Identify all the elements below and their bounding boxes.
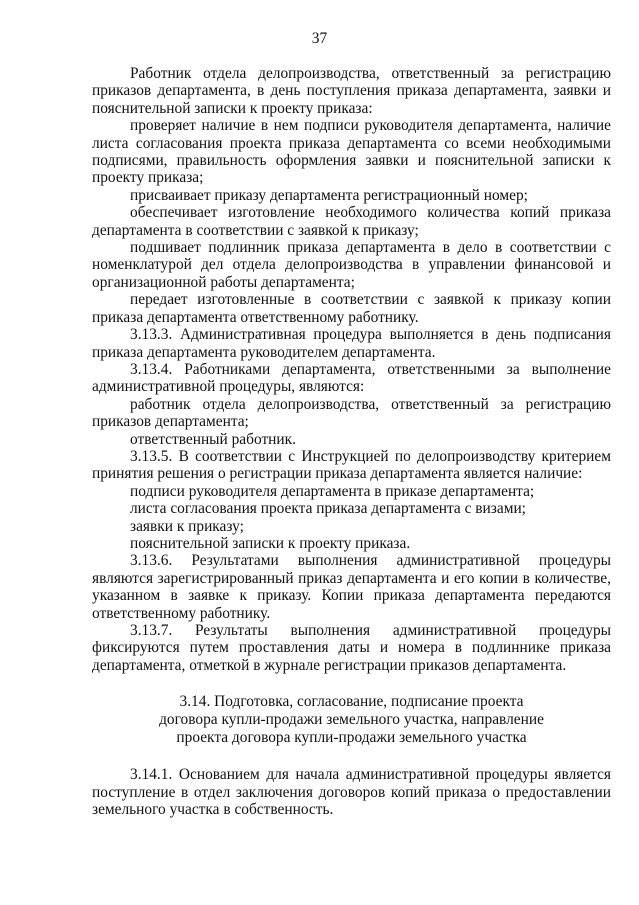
paragraph-files-original: подшивает подлинник приказа департамента в дело в соответствии с номенклатурой дел отдела делопроизводства в управлении финансовой и организационной работы департамента; bbox=[92, 239, 611, 291]
paragraph-checks-signatures: проверяет наличие в нем подписи руководителя департамента, наличие листа согласования проекта приказа департамента со всеми необходимыми подписями, правильность оформления заявки и пояснительной записки к проекту приказа; bbox=[92, 117, 611, 187]
paragraph-3-13-5: 3.13.5. В соответствии с Инструкцией по делопроизводству критерием принятия решения о регистрации приказа департамента является наличие: bbox=[92, 447, 611, 483]
paragraph-criterion-note: пояснительной записки к проекту приказа. bbox=[130, 534, 411, 552]
page-number: 37 bbox=[311, 30, 328, 47]
document-body bbox=[92, 65, 611, 818]
section-heading-line-1: 3.14. Подготовка, согласование, подписание проекта bbox=[179, 693, 524, 711]
section-heading-line-3: проекта договора купли-продажи земельного участка bbox=[176, 729, 527, 747]
paragraph-hands-over-copies: передает изготовленные в соответствии с заявкой к приказу копии приказа департамента ответственному работнику. bbox=[92, 291, 611, 326]
section-heading-line-2: договора купли-продажи земельного участка, направление bbox=[159, 711, 544, 729]
paragraph-responsible-registrar: работник отдела делопроизводства, ответственный за регистрацию приказов департамента; bbox=[92, 395, 611, 431]
paragraph-assigns-number: присваивает приказу департамента регистрационный номер; bbox=[130, 186, 528, 204]
paragraph-3-13-3: 3.13.3. Административная процедура выполняется в день подписания приказа департамента руководителем департамента. bbox=[92, 326, 611, 361]
paragraph-3-13-6: 3.13.6. Результатами выполнения административной процедуры являются зарегистрированный приказ департамента и его копии в количестве, указанном в заявке к приказу. Копии приказа департамента передаются ответственному работнику. bbox=[92, 552, 611, 622]
paragraph-3-14-1: 3.14.1. Основанием для начала административной процедуры является поступление в отдел заключения договоров копий приказа о предоставлении земельного участка в собственность. bbox=[92, 766, 611, 819]
paragraph-intro: Работник отдела делопроизводства, ответственный за регистрацию приказов департамента, в день поступления приказа департамента, заявки и пояснительной записки к проекту приказа: bbox=[92, 65, 611, 117]
paragraph-criterion-approval-sheet: листа согласования проекта приказа департамента с визами; bbox=[130, 500, 526, 518]
paragraph-3-13-4: 3.13.4. Работниками департамента, ответственными за выполнение административной процедуры, являются: bbox=[92, 360, 611, 396]
paragraph-criterion-request: заявки к приказу; bbox=[130, 517, 244, 535]
paragraph-criterion-signature: подписи руководителя департамента в приказе департамента; bbox=[130, 482, 535, 500]
paragraph-makes-copies: обеспечивает изготовление необходимого количества копий приказа департамента в соответствии с заявкой к приказу; bbox=[92, 204, 611, 239]
paragraph-3-13-7: 3.13.7. Результаты выполнения административной процедуры фиксируются путем проставления даты и номера в подлиннике приказа департамента, отметкой в журнале регистрации приказов департамента. bbox=[92, 622, 611, 674]
paragraph-responsible-worker: ответственный работник. bbox=[130, 430, 296, 448]
section-heading-3-14 bbox=[92, 693, 611, 747]
